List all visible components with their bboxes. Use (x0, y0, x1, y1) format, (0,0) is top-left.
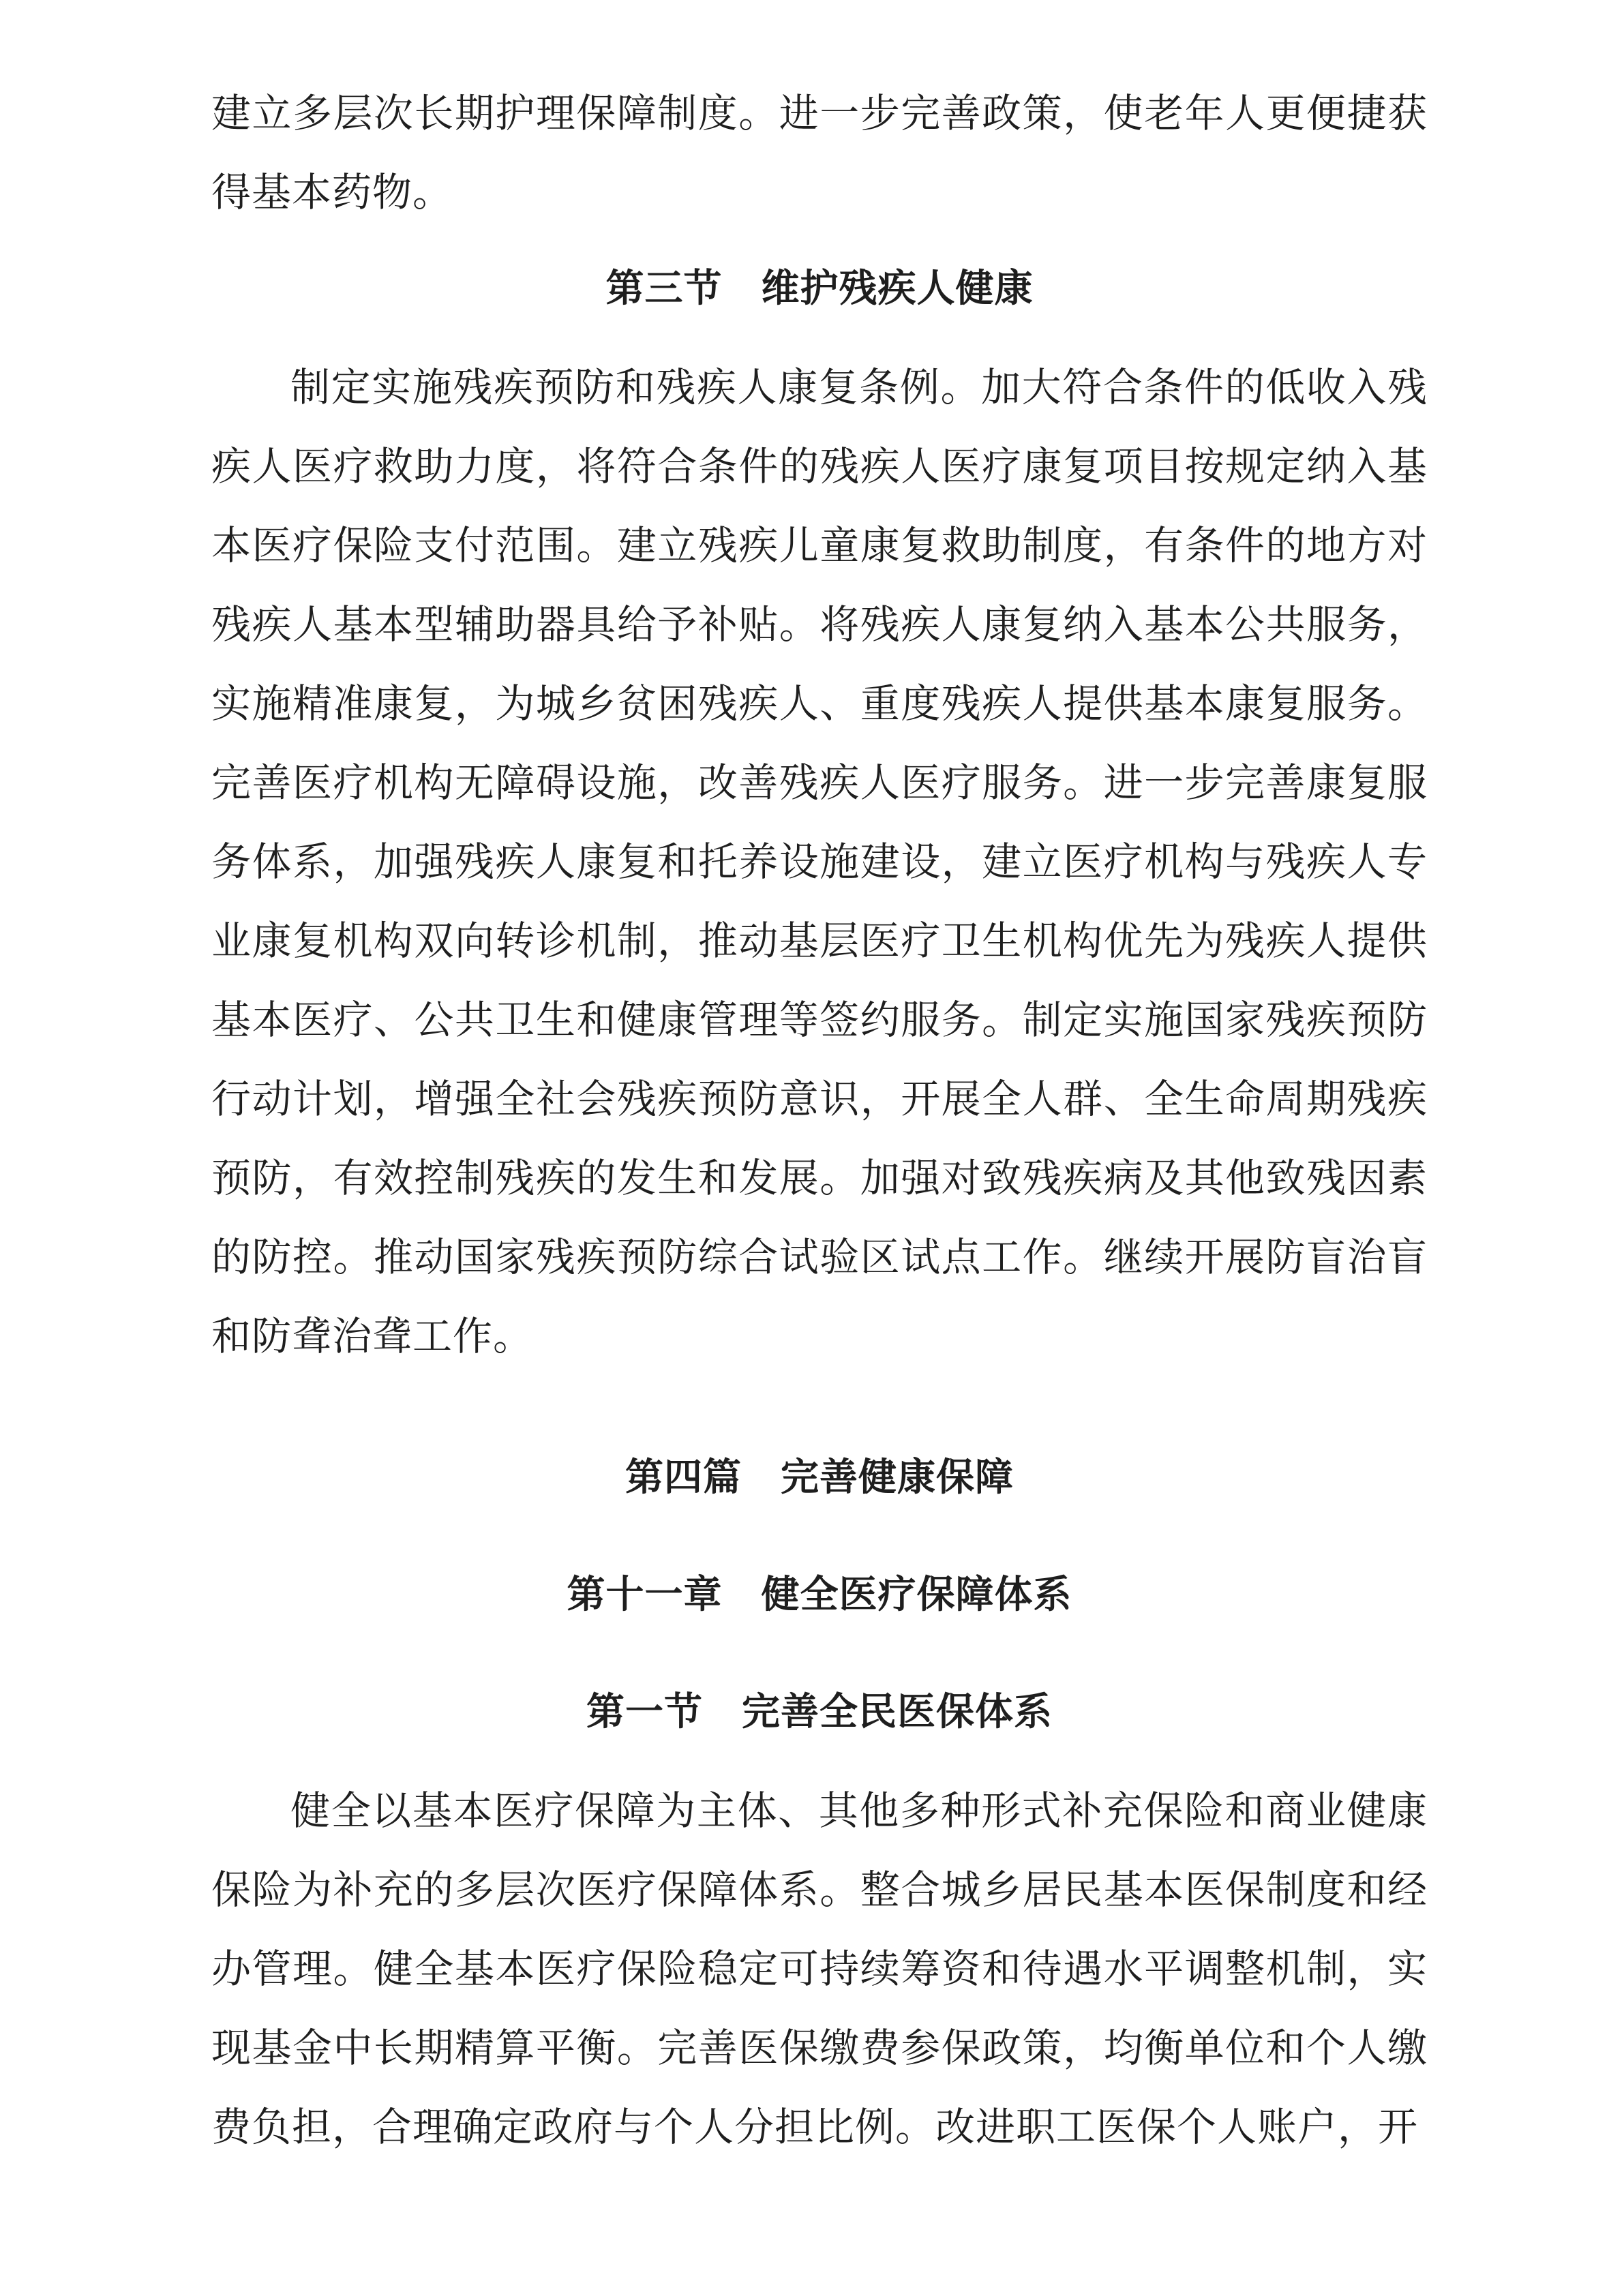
intro-paragraph: 建立多层次长期护理保障制度。进一步完善政策，使老年人更便捷获得基本药物。 (211, 90, 1428, 215)
chapter-11-heading: 第十一章 健全医疗保障体系 (567, 1573, 1072, 1617)
section-3-heading: 第三节 维护残疾人健康 (605, 267, 1034, 311)
part-4-heading: 第四篇 完善健康保障 (625, 1455, 1014, 1500)
section-3-paragraph: 制定实施残疾预防和残疾人康复条例。加大符合条件的低收入残疾人医疗救助力度，将符合条件的残疾人医疗康复项目按规定纳入基本医疗保险支付范围。建立残疾儿童康复救助制度，有条件的地方对残疾人基本型辅助器具给予补贴。将残疾人康复纳入基本公共服务，实施精准康复，为城乡贫困残疾人、重度残疾人提供基本康复服务。完善医疗机构无障碍设施，改善残疾人医疗服务。进一步完善康复服务体系，加强残疾人康复和托养设施建设，建立医疗机构与残疾人专业康复机构双向转诊机制，推动基层医疗卫生机构优先为残疾人提供基本医疗、公共卫生和健康管理等签约服务。制定实施国家残疾预防行动计划，增强全社会残疾预防意识，开展全人群、全生命周期残疾预防，有效控制残疾的发生和发展。加强对致残疾病及其他致残因素的防控。推动国家残疾预防综合试验区试点工作。继续开展防盲治盲和防聋治聋工作。 (211, 364, 1428, 1359)
document-page (211, 74, 1428, 2166)
section-1-paragraph: 健全以基本医疗保障为主体、其他多种形式补充保险和商业健康保险为补充的多层次医疗保障体系。整合城乡居民基本医保制度和经办管理。健全基本医疗保险稳定可持续筹资和待遇水平调整机制，实现基金中长期精算平衡。完善医保缴费参保政策，均衡单位和个人缴费负担，合理确定政府与个人分担比例。改进职工医保个人账户，开 (211, 1787, 1428, 2150)
section-1-heading: 第一节 完善全民医保体系 (586, 1690, 1053, 1734)
